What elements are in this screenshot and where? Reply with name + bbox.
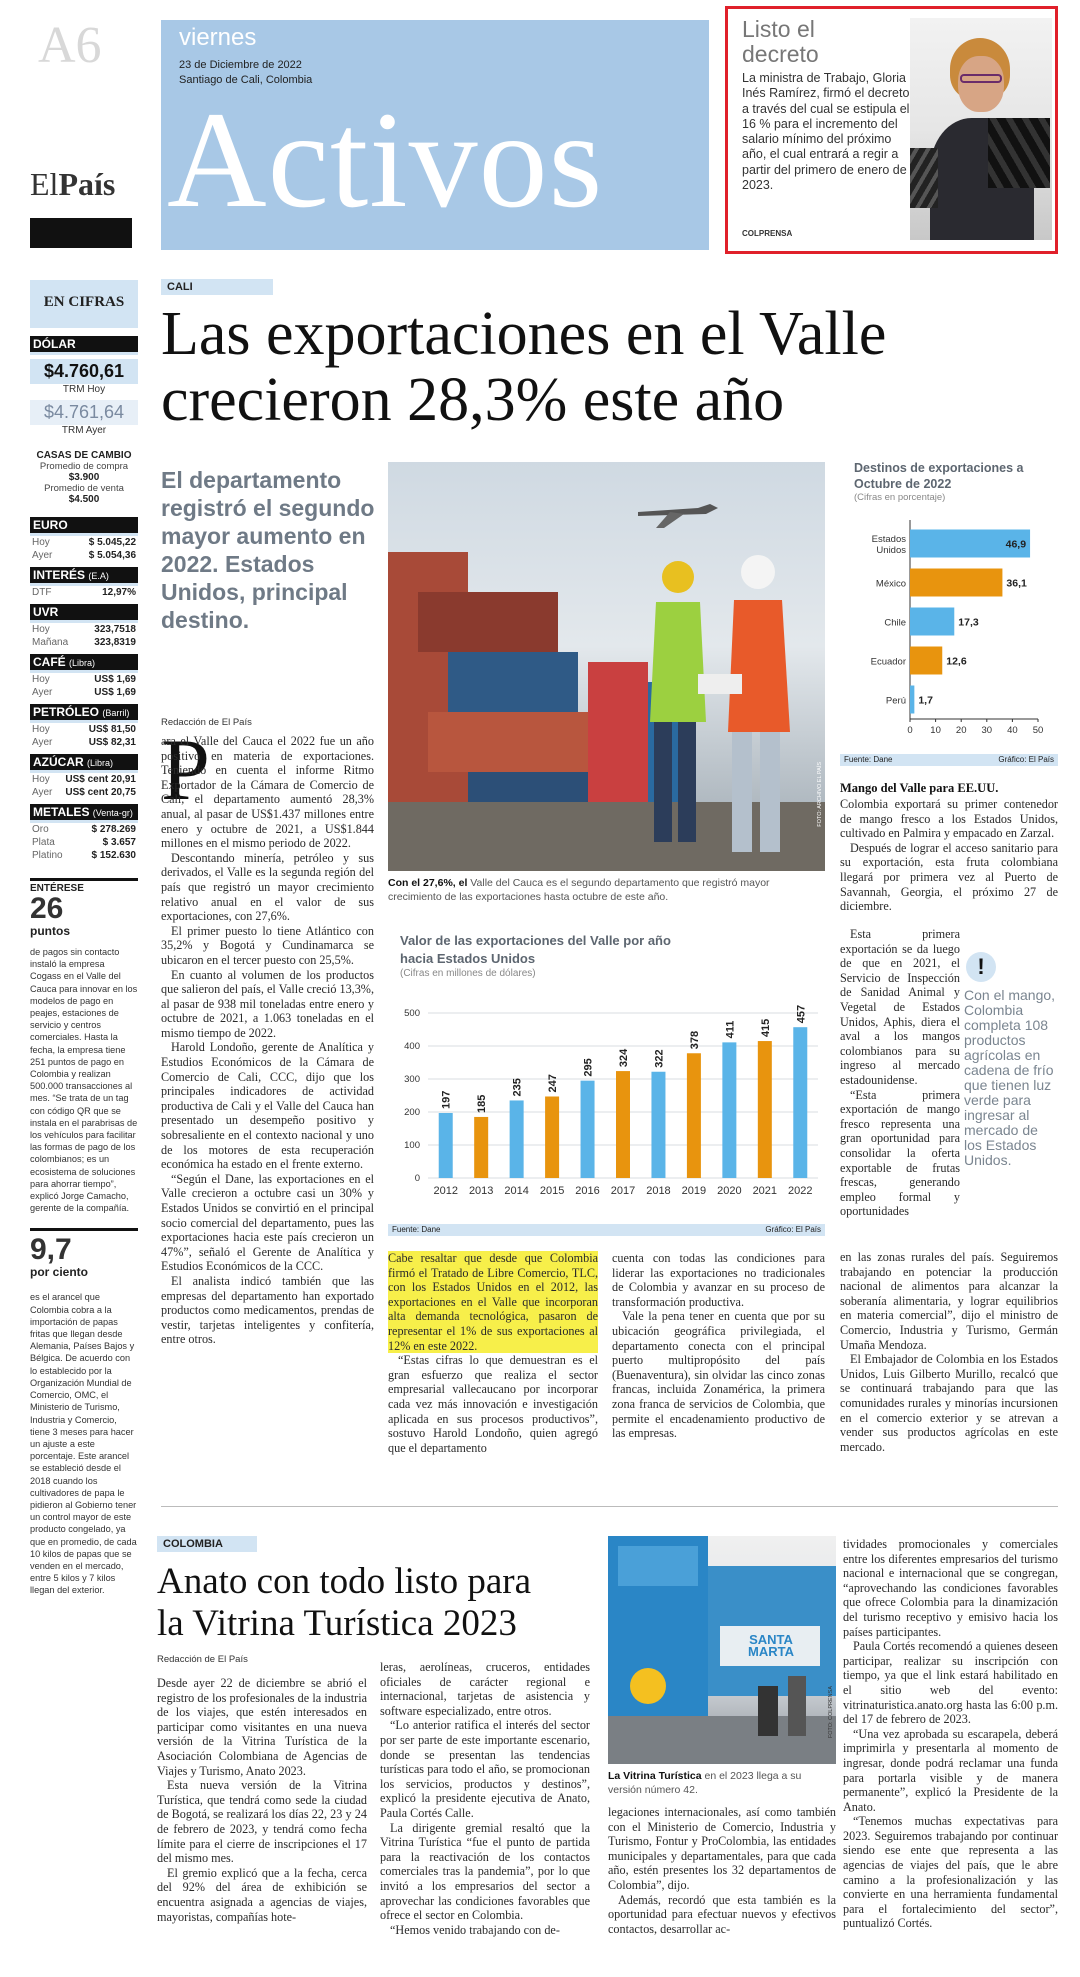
cafe-ayer-value: US$ 1,69 [94, 687, 136, 698]
anato-section-tag: COLOMBIA [157, 1536, 257, 1552]
destinos-subtitle: (Cifras en porcentaje) [854, 492, 946, 503]
value-label: 1,7 [918, 694, 933, 707]
mango-title: Mango del Valle para EE.UU. [840, 781, 999, 795]
value-label: 36,1 [1006, 577, 1027, 590]
decreto-title-line1: Listo el [742, 16, 815, 42]
uvr-manana-label: Mañana [32, 637, 69, 648]
interes-label-text: INTERÉS [33, 568, 86, 582]
main-paragraph: El analista indicó también que las empresas del departamento han exportado productos como medicamentos, prendas de vestir, tarjetas inteligentes y confitería, entre otros. [161, 1273, 374, 1347]
bar [651, 1072, 665, 1178]
value-label: 411 [724, 1020, 737, 1039]
bar [793, 1027, 807, 1178]
anato-paragraph: “Lo anterior ratifica el interés del sector por ser parte de este importante escenario, donde se presentan las tendencias turísticas para todo el año, se promocionan los servicios, productos y destinos”, explicó la presidente ejecutiva de Anato, Paula Cortés Calle. [380, 1718, 590, 1820]
destinos-footer [840, 754, 1058, 766]
x-tick-label: 30 [981, 725, 993, 736]
anato-paragraph: “Tenemos muchas expectativas para 2023. Seguiremos trabajando por continuar siendo ese ente que representa a las agencias de viajes del país, que le abre camino a la profesionalización y las convierte en una herramienta fundamental para el fortalecimiento del sector”, puntualizó Cortés. [843, 1814, 1058, 1931]
value-label: 322 [653, 1049, 666, 1068]
mango-column-bottom [840, 1250, 1058, 1454]
destinos-bar-chart [840, 516, 1058, 756]
uvr-manana-value: 323,8319 [94, 637, 136, 648]
bar [910, 608, 954, 636]
x-tick-label: 2017 [610, 1185, 636, 1197]
value-label: 457 [795, 1004, 808, 1024]
anato-column-1 [157, 1676, 367, 1924]
enterese-text: de pagos sin contacto instaló la empresa Cogass en el Valle del Cauca para innovar en los modelos de pago en peajes, estaciones de servicio y centros comerciales. Hasta la fecha, la empresa tiene 251 puntos de pago en Colombia y realizan 500.000 transacciones al mes. “Se trata de un tag con código QR que se instala en el parabrisas de los vehículos para facilitar las formas de pago de los colombianos; es un ecosistema de soluciones para ahorrar tiempo”, explicó Jorge Camacho, gerente de la compañía. [30, 947, 138, 1214]
uvr-row [30, 636, 138, 649]
interes-label [30, 567, 138, 586]
caption-text: Valle del Cauca es el segundo departamento que registró mayor crecimiento de las exportaciones hasta octubre de este año. [388, 877, 770, 903]
logo-bar [30, 218, 132, 248]
cafe-sub: (Libra) [69, 658, 96, 668]
category-label: Unidos [876, 545, 906, 556]
masthead-date: 23 de Diciembre de 2022 [179, 59, 302, 71]
trm-ayer-label: TRM Ayer [61, 425, 107, 436]
main-photo [388, 462, 825, 871]
bar [510, 1100, 524, 1178]
value-label: 295 [582, 1058, 595, 1077]
platino-value: $ 152.630 [91, 850, 136, 861]
plata-value: $ 3.657 [102, 837, 136, 848]
y-tick-label: 100 [404, 1140, 420, 1151]
cafe-row [30, 673, 138, 686]
main-headline-line2: crecieron 28,3% este año [161, 366, 785, 434]
x-tick-label: 10 [930, 725, 941, 736]
minister-glasses [960, 74, 1002, 83]
drop-cap: P [161, 722, 210, 819]
bar [545, 1096, 559, 1178]
anato-photo-caption [608, 1769, 836, 1797]
anato-paragraph: tividades promocionales y comerciales entre los diferentes empresarios del turismo nacional e internacional que se congregan, “aprovechando las condiciones favorables que ofrece Colombia para la dinamización del turismo receptivo y emisivo hacia los países participantes. [843, 1537, 1058, 1639]
minister-face [958, 56, 1004, 112]
azucar-ayer-label: Ayer [32, 787, 53, 798]
bar [439, 1113, 453, 1178]
dtf-value: 12,97% [102, 587, 136, 598]
valor-subtitle: (Cifras en millones de dólares) [400, 968, 536, 979]
x-tick-label: 2016 [575, 1185, 600, 1197]
anato-paragraph: Esta nueva versión de la Vitrina Turística, que tendrá como sede la ciudad de Bogotá, se realizará los días 22, 23 y 24 de febrero de 2023, y tendrá como fecha límite para el cierre de inscripciones el 17 del mismo mes. [157, 1778, 367, 1866]
decreto-text: La ministra de Trabajo, Gloria Inés Ramírez, firmó el decreto a través del cual se estipula el 16 % para el incremento del salario mínimo del próximo año, el cual entrará a regir a partir del primero de enero de 2023. [742, 71, 910, 193]
anato-caption-text: en el 2023 llega a su versión número 42. [608, 1770, 802, 1796]
main-paragraph: “Según el Dane, las exportaciones en el Valle crecieron a octubre casi un 30% y Estados Unidos se convirtió en el principal socio comercial del departamento, pues las exportaciones hacia este país crecieron un 47%”, señaló el Gerente de Analítica y Estudios Económicos de la CCC. [161, 1171, 374, 1274]
category-label: Ecuador [870, 656, 906, 668]
uvr-label: UVR [30, 604, 138, 623]
sidebar-header: EN CIFRAS [30, 280, 138, 328]
x-tick-label: 2015 [539, 1185, 565, 1197]
anato-column-2 [380, 1660, 590, 1937]
decreto-title [742, 17, 819, 67]
petroleo-hoy-value: US$ 81,50 [88, 724, 136, 735]
main-section-tag: CALI [161, 279, 273, 295]
petroleo-label-text: PETRÓLEO [33, 705, 100, 719]
anato-caption-bold: La Vitrina Turística [608, 1770, 702, 1782]
petroleo-ayer-label: Ayer [32, 737, 53, 748]
bar [910, 647, 942, 675]
euro-ayer-label: Ayer [32, 550, 53, 561]
x-tick-label: 50 [1032, 725, 1044, 736]
main-paragraph: Vale la pena tener en cuenta que por su ubicación geográfica privilegiada, el departamento conecta con el principal puerto multipropósito del país (Buenaventura), sin olvidar las cinco zonas francas, incluida Zonamérica, la primera zona franca de servicios de Colombia, que permite el encadenamiento productivo de las empresas. [612, 1309, 825, 1441]
arancel-number: 9,7 [30, 1228, 138, 1265]
euro-hoy-value: $ 5.045,22 [88, 537, 136, 548]
azucar-label-text: AZÚCAR [33, 755, 84, 769]
caption-bold: Con el 27,6%, el [388, 877, 468, 889]
trm-hoy-label: TRM Hoy [62, 384, 106, 395]
anato-byline: Redacción de El País [157, 1654, 248, 1665]
dtf-label: DTF [32, 587, 52, 598]
main-paragraph: El primer puesto lo tiene Atlántico con 35,2% y Bogotá y Cundinamarca se ubicaron en el tercer puesto con 25,5%. [161, 923, 374, 967]
value-label: 247 [547, 1074, 560, 1093]
x-tick-label: 2019 [681, 1185, 707, 1197]
main-paragraph: “Estas cifras lo que demuestran es el gran esfuerzo que realiza el sector empresarial vallecaucano por incorporar cada vez más innovación e investigación aplicada en sus procesos productivos”, sostuvo Harold Londoño, quien agregó que el departamento [388, 1353, 598, 1455]
y-tick-label: 300 [404, 1074, 420, 1085]
main-paragraph: Esta primera exportación se da luego de que en 2021, el Servicio de Inspección de Sanidad Animal y Vegetal de Estados Unidos, Aphis, diera el aval a los mangos colombianos para su ingreso al mercado estadounidense. [840, 927, 960, 1087]
valor-graphic: Gráfico: El País [765, 1225, 821, 1234]
anato-photo [608, 1536, 836, 1764]
main-paragraph: en las zonas rurales del país. Seguiremos trabajando en potenciar la producción nacional de alimentos para alcanzar la soberanía alimentaria, y lograr equilibrios en materia comercial”, dijo el ministro de Comercio, Industria y Turismo, Germán Umaña Mendoza. [840, 1250, 1058, 1352]
page-number: A6 [38, 17, 102, 74]
x-tick-label: 2021 [752, 1185, 778, 1197]
category-label: México [875, 578, 906, 590]
anato-column-4 [843, 1537, 1058, 1931]
azucar-label [30, 754, 138, 773]
interes-row [30, 586, 138, 599]
photo-credit: FOTO: ARCHIVO EL PAÍS [817, 762, 823, 827]
metales-row [30, 849, 138, 862]
cafe-hoy-label: Hoy [32, 674, 50, 685]
valor-title: Valor de las exportaciones del Valle por año hacia Estados Unidos [400, 933, 671, 966]
petroleo-label [30, 704, 138, 723]
main-paragraph: En cuanto al volumen de los productos que salieron del país, el Valle creció 13,3%, al pasar de 938 mil toneladas entre enero y octubre de 2021, a 1.063 toneladas en el mismo tiempo de 2022. [161, 967, 374, 1040]
plata-label: Plata [32, 837, 55, 848]
arancel-unit: por ciento [30, 1265, 89, 1280]
destinos-title: Destinos de exportaciones a Octubre de 2022 [854, 461, 1024, 491]
anato-photo-credit: FOTO: COLPRENSA [828, 1686, 834, 1739]
valor-bar-chart [388, 988, 825, 1224]
main-headline [161, 301, 1061, 433]
valor-chart [388, 932, 825, 1236]
anato-headline-line1: Anato con todo listo para [157, 1561, 532, 1602]
value-label: 12,6 [946, 655, 967, 668]
minister-photo [910, 18, 1052, 240]
y-tick-label: 0 [414, 1173, 420, 1184]
metales-label-text: METALES [33, 805, 90, 819]
main-deck: El departamento registró el segundo mayor aumento en 2022. Estados Unidos, principal destino. [161, 467, 375, 633]
casas-title: CASAS DE CAMBIO [36, 450, 132, 461]
euro-row [30, 536, 138, 549]
value-label: 415 [759, 1018, 772, 1038]
euro-ayer-value: $ 5.054,36 [88, 550, 136, 561]
cafe-ayer-label: Ayer [32, 687, 53, 698]
arancel-text: es el arancel que Colombia cobra a la importación de papas fritas que llegan desde Alemania, Países Bajos y Bélgica. De acuerdo con lo establecido por la Organización Mundial de Comercio, OMC, el Ministerio de Turismo, Industria y Comercio, tiene 3 meses para hacer un ajuste a este porcentaje. Este arancel se estableció desde el 2018 cuando los cultivadores de papa le pidieron al Gobierno tener un control mayor de este producto congelado, ya que en promedio, de cada 10 kilos de papas que se venden en el mercado, entre 5 kilos y 7 kilos llegan del exterior. [30, 1292, 137, 1596]
petroleo-ayer-value: US$ 82,31 [88, 737, 136, 748]
main-lead: ara el Valle del Cauca el 2022 fue un año positivo en materia de exportaciones. Teniendo en cuenta el informe Ritmo Exportador de la Cámara de Comercio de Cali, el departamento aumentó 28,3% anual, al pasar de US$1.437 millones entre enero y octubre de 2021, a US$1.844 millones en el mismo periodo de 2022. [161, 734, 374, 851]
exclamation-icon: ! [966, 952, 996, 982]
main-paragraph: El Embajador de Colombia en los Estados Unidos, Luis Gilberto Murillo, recalcó que se continuará trabajando para que las comunidades rurales y minorías incursionen en el comercio exterior y se atrevan a vender sus productos agrícolas en este mercado. [840, 1352, 1058, 1454]
bar [474, 1117, 488, 1178]
main-photo-caption [388, 876, 825, 904]
main-paragraph: cuenta con todas las condiciones para liderar las exportaciones no tradicionales de Colombia y avanzar en su proceso de transformación productiva. [612, 1251, 825, 1309]
anato-column-3 [608, 1805, 836, 1936]
azucar-row [30, 773, 138, 786]
euro-hoy-label: Hoy [32, 537, 50, 548]
anato-paragraph: La dirigente gremial resaltó que la Vitrina Turística “fue el punto de partida para la reactivación de los contactos comerciales tras la pandemia”, por lo que invitó a los empresarios del sector a aprovechar las condiciones favorables que ofrece el sector en Colombia. [380, 1820, 590, 1923]
euro-row [30, 549, 138, 562]
microphones [988, 118, 1050, 188]
oro-label: Oro [32, 824, 49, 835]
petroleo-row [30, 723, 138, 736]
main-photo-illustration [388, 462, 825, 871]
category-label: Estados [871, 534, 906, 545]
x-tick-label: 2020 [717, 1185, 742, 1197]
category-label: Chile [884, 617, 906, 629]
azucar-row [30, 786, 138, 799]
cafe-row [30, 686, 138, 699]
value-label: 378 [688, 1030, 701, 1050]
trm-ayer: $4.761,64 [30, 400, 138, 425]
masthead-city: Santiago de Cali, Colombia [179, 74, 313, 86]
bar [581, 1081, 595, 1178]
value-label: 185 [476, 1094, 489, 1113]
main-headline-line1: Las exportaciones en el Valle [161, 300, 887, 368]
petroleo-hoy-label: Hoy [32, 724, 50, 735]
uvr-hoy-value: 323,7518 [94, 624, 136, 635]
destinos-source: Fuente: Dane [844, 755, 893, 764]
anato-photo-sign: SANTA MARTA [748, 1632, 794, 1659]
enterese-label: ENTÉRESE [30, 878, 138, 894]
decreto-credit: COLPRENSA [742, 229, 793, 238]
valor-footer [388, 1224, 825, 1236]
casas-venta-label: Promedio de venta [44, 483, 124, 494]
x-tick-label: 2018 [646, 1185, 671, 1197]
bar [910, 686, 914, 714]
trm-hoy: $4.760,61 [30, 359, 138, 384]
anato-paragraph: “Una vez aprobada su escarapela, deberá imprimirla y presentarla al momento de ingresar, donde podrá reclamar una funda para portarla visible y de manera permanente”, explicó la Presidente de la Anato. [843, 1726, 1058, 1814]
logo-pais: País [58, 166, 116, 202]
sidebar [30, 280, 138, 1970]
bar [687, 1053, 701, 1178]
main-column-1 [161, 734, 374, 1347]
anato-paragraph: El gremio explicó que a la fecha, cerca del 92% del área de exhibición se encuentra asignada a agencias de viajes, mayoristas, compañías hote- [157, 1865, 367, 1924]
azucar-hoy-label: Hoy [32, 774, 50, 785]
anato-paragraph: “Hemos venido trabajando con de- [390, 1922, 560, 1937]
category-label: Perú [885, 695, 906, 707]
azucar-ayer-value: US$ cent 20,75 [65, 787, 136, 798]
main-paragraph: Colombia exportará su primer contenedor de mango fresco a los Estados Unidos, cultivado en Palmira y empacado en Zarzal. [840, 797, 1058, 841]
anato-paragraph: Desde ayer 22 de diciembre se abrió el registro de los profesionales de la industria de los viajes, que estén interesados en participar como visitantes en una nueva versión de la Vitrina Turística de la Asociación Colombiana de Agencias de Viajes y Turismo, Anato 2023. [157, 1676, 367, 1778]
anato-paragraph: Paula Cortés recomendó a quienes deseen participar, realizar su inscripción con tiempo, ya que el link estará habilitado en el sitio web del evento: vitrinaturistica.anato.org hasta las 6:00 p.m. del 17 de febrero de 2023. [843, 1639, 1058, 1727]
x-tick-label: 20 [955, 725, 967, 736]
oro-value: $ 278.269 [91, 824, 136, 835]
masthead-banner [161, 20, 709, 250]
metales-row [30, 836, 138, 849]
anato-paragraph: leras, aerolíneas, cruceros, entidades oficiales de carácter regional e internacional, tarjetas de asistencia y software especializado, entre otros. [380, 1660, 590, 1718]
bar [910, 569, 1002, 597]
y-tick-label: 200 [404, 1107, 420, 1118]
metales-sub: (Venta-gr) [92, 808, 133, 818]
masthead-day: viernes [179, 24, 257, 51]
anato-headline-line2: la Vitrina Turística 2023 [157, 1603, 517, 1644]
bar [722, 1042, 736, 1178]
x-tick-label: 2012 [433, 1185, 458, 1197]
anato-paragraph: legaciones internacionales, así como también con el Ministerio de Comercio, Industria y Turismo, Fontur y ProColombia, las entidades municipales y departamentales, para que cada año, estén presentes los 32 departamentos de Colombia”, dijo. [608, 1805, 836, 1892]
anato-paragraph: Además, recordó que esta también es la oportunidad para efectuar nuevos y efectivos contactos, desarrollar ac- [608, 1892, 836, 1936]
enterese-unit: puntos [30, 924, 70, 938]
azucar-sub: (Libra) [87, 758, 114, 768]
decreto-box [725, 6, 1058, 254]
newspaper-logo [30, 168, 115, 200]
anato-headline [157, 1561, 597, 1645]
value-label: 17,3 [958, 616, 979, 629]
uvr-row [30, 623, 138, 636]
callout-text: Con el mango, Colombia completa 108 productos agrícolas en cadena de frío que tienen luz verde para ingresar al mercado de los Estados Unidos. [964, 987, 1056, 1168]
destinos-graphic: Gráfico: El País [998, 755, 1054, 764]
metales-label [30, 804, 138, 823]
value-label: 324 [618, 1048, 630, 1068]
x-tick-label: 2013 [468, 1185, 494, 1197]
microphones-left [910, 148, 938, 208]
main-paragraph: Descontando minería, petróleo y sus derivados, el Valle es la segunda región del país que registró un mayor crecimiento relativo anual en el valor de sus exportaciones, con 27,6%. [161, 850, 374, 924]
azucar-hoy-value: US$ cent 20,91 [65, 774, 136, 785]
uvr-hoy-label: Hoy [32, 624, 50, 635]
casas-compra: $3.900 [68, 472, 100, 483]
worker-1 [650, 561, 706, 842]
value-label: 235 [511, 1078, 524, 1097]
platino-label: Platino [32, 850, 63, 861]
interes-sub: (E.A) [88, 571, 109, 581]
main-column-3 [612, 1251, 825, 1441]
casas-venta: $4.500 [68, 494, 100, 505]
value-label: 46,9 [1005, 538, 1027, 551]
x-tick-label: 2022 [788, 1185, 813, 1197]
main-paragraph: Después de lograr el acceso sanitario para su exportación, esta fruta colombiana llegará por primera vez al Puerto de Savannah, Georgia, el próximo 27 de diciembre. [840, 840, 1058, 914]
cafe-label-text: CAFÉ [33, 655, 66, 669]
airplane-icon [638, 504, 718, 528]
mango-callout [964, 952, 1058, 1168]
main-paragraph: Harold Londoño, gerente de Analítica y Estudios Económicos de la Cámara de Comercio de Cali, CCC, dijo que los principales indicadores de actividad productiva de Cali y el Valle del Cauca han presentado un desempeño positivo y sobresaliente en el contexto nacional y uno de los motores de esta recuperación económica ha estado en el frente externo. [161, 1040, 374, 1172]
x-tick-label: 40 [1007, 725, 1018, 736]
bar [616, 1071, 630, 1178]
x-tick-label: 2014 [504, 1185, 529, 1197]
casas-compra-label: Promedio de compra [39, 461, 129, 472]
enterese-number: 26 [30, 892, 64, 925]
valor-source: Fuente: Dane [392, 1225, 441, 1234]
logo-el: El [30, 166, 59, 202]
highlighted-paragraph: Cabe resaltar que desde que Colombia firmó el Tratado de Libre Comercio, TLC, con los Estados Unidos en el 2012, las exportaciones en el Valle que incorporan alta demanda tecnológica, pasaron de representar el 1% de sus exportaciones al 12% en este 2022. [388, 1251, 598, 1353]
value-label: 197 [440, 1090, 453, 1109]
y-tick-label: 400 [404, 1041, 420, 1052]
bar [758, 1041, 772, 1178]
petroleo-sub: (Barril) [102, 708, 130, 718]
metales-row [30, 823, 138, 836]
mango-column-mid [840, 927, 960, 1219]
section-divider [161, 1506, 1058, 1507]
mango-column-top [840, 797, 1058, 914]
cafe-hoy-value: US$ 1,69 [94, 674, 136, 685]
decreto-title-line2: decreto [742, 41, 819, 67]
y-tick-label: 500 [404, 1008, 420, 1019]
petroleo-row [30, 736, 138, 749]
x-tick-label: 0 [907, 725, 913, 736]
dolar-label: DÓLAR [30, 336, 138, 355]
section-title: Activos [167, 83, 604, 236]
destinos-chart [840, 460, 1058, 768]
cafe-label [30, 654, 138, 673]
main-byline: Redacción de El País [161, 717, 252, 728]
main-paragraph: “Esta primera exportación de mango fresco representa una gran oportunidad para consolidar la oferta exportable de frutas frescas, generando empleo formal y oportunidades [840, 1087, 960, 1219]
euro-label: EURO [30, 517, 138, 536]
main-column-2 [388, 1251, 598, 1455]
